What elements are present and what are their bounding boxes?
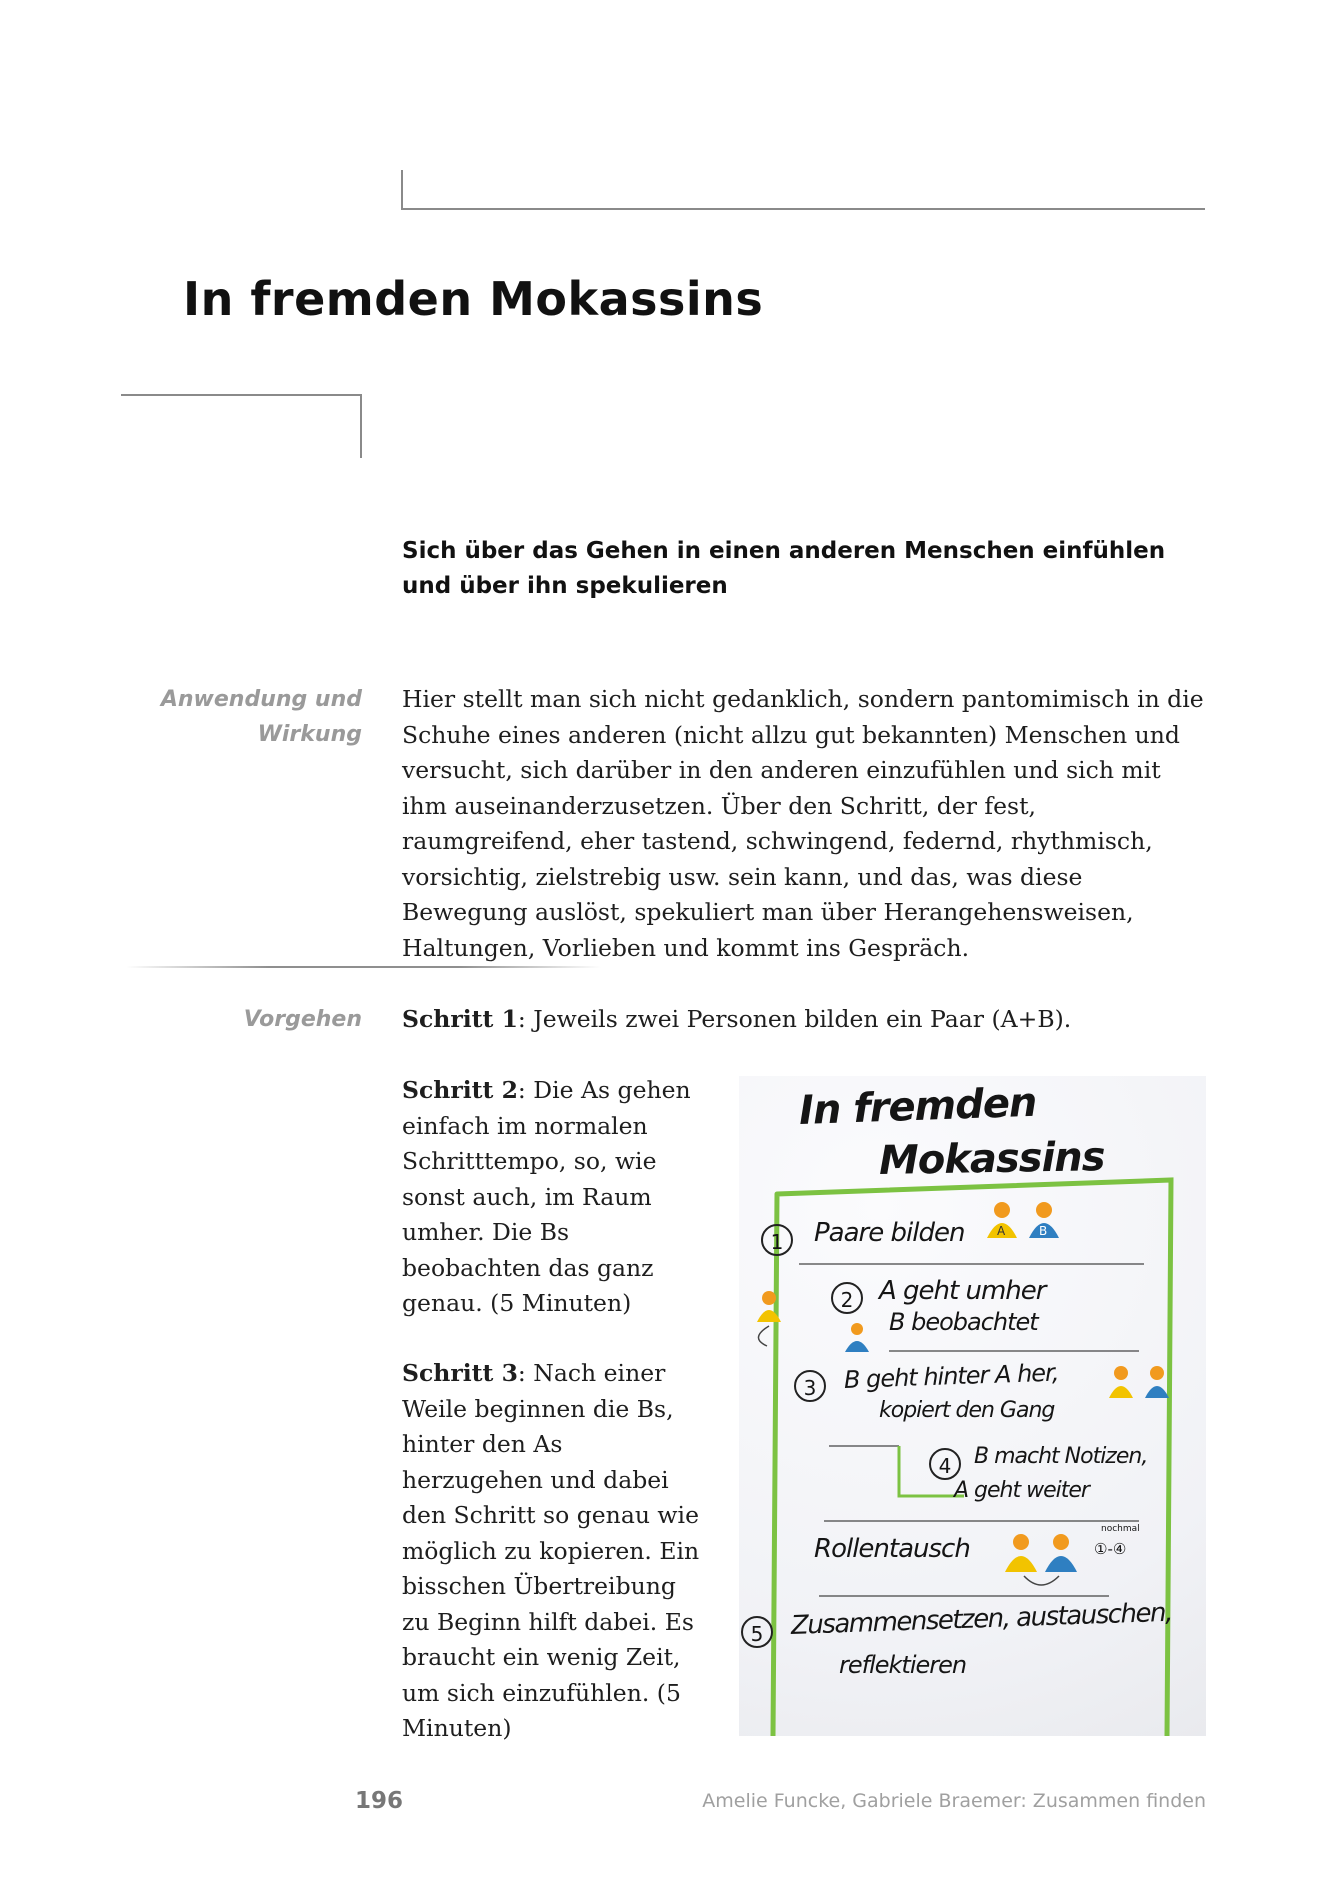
person-b-icon bbox=[1045, 1556, 1077, 1572]
person-b-icon bbox=[1145, 1386, 1169, 1398]
person-head-icon bbox=[1150, 1366, 1164, 1380]
badge-b-label: B bbox=[1039, 1224, 1048, 1238]
flipchart-item-2-line-2: B beobachtet bbox=[889, 1308, 1038, 1336]
step-3-paragraph bbox=[402, 1356, 702, 1747]
step-2-text: : Die As gehen einfach im normalen Schritttempo, so, wie sonst auch, im Raum umher. Die Bs beobachten das ganz genau. (5 Minuten) bbox=[402, 1076, 691, 1317]
flipchart-item-5-line-2: reflektieren bbox=[839, 1651, 967, 1679]
badge-a-label: A bbox=[997, 1224, 1006, 1238]
step-1-text: : Jeweils zwei Personen bilden ein Paar (A+B). bbox=[517, 1005, 1072, 1033]
person-a-icon bbox=[1109, 1386, 1133, 1398]
footer-credit: Amelie Funcke, Gabriele Braemer: Zusammen finden bbox=[702, 1790, 1206, 1812]
walk-arrow-icon bbox=[758, 1326, 769, 1346]
flipchart-step-number: 2 bbox=[831, 1282, 863, 1314]
section-divider bbox=[126, 966, 601, 968]
person-head-icon bbox=[994, 1202, 1010, 1218]
person-head-icon bbox=[1053, 1534, 1069, 1550]
section-label-anwendung: Anwendung und Wirkung bbox=[160, 687, 362, 747]
person-a-icon bbox=[1005, 1556, 1037, 1572]
flipchart-repeat-range: ①-④ bbox=[1094, 1540, 1127, 1558]
step-1-paragraph bbox=[402, 1002, 1207, 1038]
flipchart-item-2-line-1: A geht umher bbox=[879, 1276, 1046, 1306]
person-head-icon bbox=[1114, 1366, 1128, 1380]
flipchart-photo bbox=[739, 1076, 1206, 1736]
page-subtitle: Sich über das Gehen in einen anderen Menschen einfühlen und über ihn spekulieren bbox=[402, 538, 1166, 599]
step-3-label: Schritt 3 bbox=[402, 1359, 518, 1387]
flipchart-item-3-line-2: kopiert den Gang bbox=[879, 1398, 1055, 1423]
step-3-text: : Nach einer Weile beginnen die Bs, hinter den As herzugehen und dabei den Schritt so genau wie möglich zu kopieren. Ein bisschen Übertreibung zu Beginn hilft dabei. Es braucht ein wenig Zeit, um sich einzufühlen. (5 Minuten) bbox=[402, 1359, 700, 1742]
anwendung-paragraph: Hier stellt man sich nicht gedanklich, sondern pantomimisch in die Schuhe eines anderen (nicht allzu gut bekannten) Menschen und versucht, sich darüber in den anderen einzufühlen und sich mit ihm auseinanderzusetzen. Über den Schritt, der fest, raumgreifend, eher tastend, schwingend, federnd, rhythmisch, vorsichtig, zielstrebig usw. sein kann, und das, was diese Bewegung auslöst, spekuliert man über Herangehensweisen, Haltungen, Vorlieben und kommt ins Gespräch. bbox=[402, 685, 1204, 962]
flipchart-title-line-2: Mokassins bbox=[878, 1134, 1105, 1184]
flipchart-item-3-line-1: B geht hinter A her, bbox=[843, 1358, 1059, 1394]
person-head-icon bbox=[762, 1291, 776, 1305]
page-number: 196 bbox=[355, 1788, 404, 1814]
flipchart-item-1: Paare bilden bbox=[814, 1218, 965, 1248]
left-corner-rule bbox=[121, 394, 362, 458]
flipchart-step-number: 3 bbox=[794, 1370, 826, 1402]
swap-arrow-icon bbox=[1024, 1576, 1059, 1585]
person-b-icon bbox=[845, 1341, 869, 1352]
flipchart-item-5-line-1: Zusammensetzen, austauschen, bbox=[790, 1597, 1173, 1641]
step-1-label: Schritt 1 bbox=[402, 1005, 518, 1033]
flipchart-item-4-line-1: B macht Notizen, bbox=[974, 1444, 1148, 1469]
flipchart-repeat-note: nochmal bbox=[1101, 1524, 1140, 1534]
flipchart-step-number: 4 bbox=[929, 1448, 961, 1480]
flipchart-title-line-1: In fremden bbox=[798, 1079, 1038, 1134]
page-title: In fremden Mokassins bbox=[183, 272, 764, 326]
flipchart-step-number: 1 bbox=[761, 1224, 793, 1256]
step-2-label: Schritt 2 bbox=[402, 1076, 518, 1104]
person-head-icon bbox=[851, 1323, 863, 1335]
flipchart-step-number: 5 bbox=[741, 1616, 773, 1648]
step-2-paragraph bbox=[402, 1073, 702, 1322]
top-corner-rule bbox=[401, 170, 1205, 210]
person-head-icon bbox=[1013, 1534, 1029, 1550]
flipchart-rollentausch: Rollentausch bbox=[814, 1534, 970, 1564]
flipchart-item-4-line-2: A geht weiter bbox=[954, 1478, 1089, 1503]
section-label-vorgehen: Vorgehen bbox=[243, 1007, 362, 1032]
person-head-icon bbox=[1036, 1202, 1052, 1218]
